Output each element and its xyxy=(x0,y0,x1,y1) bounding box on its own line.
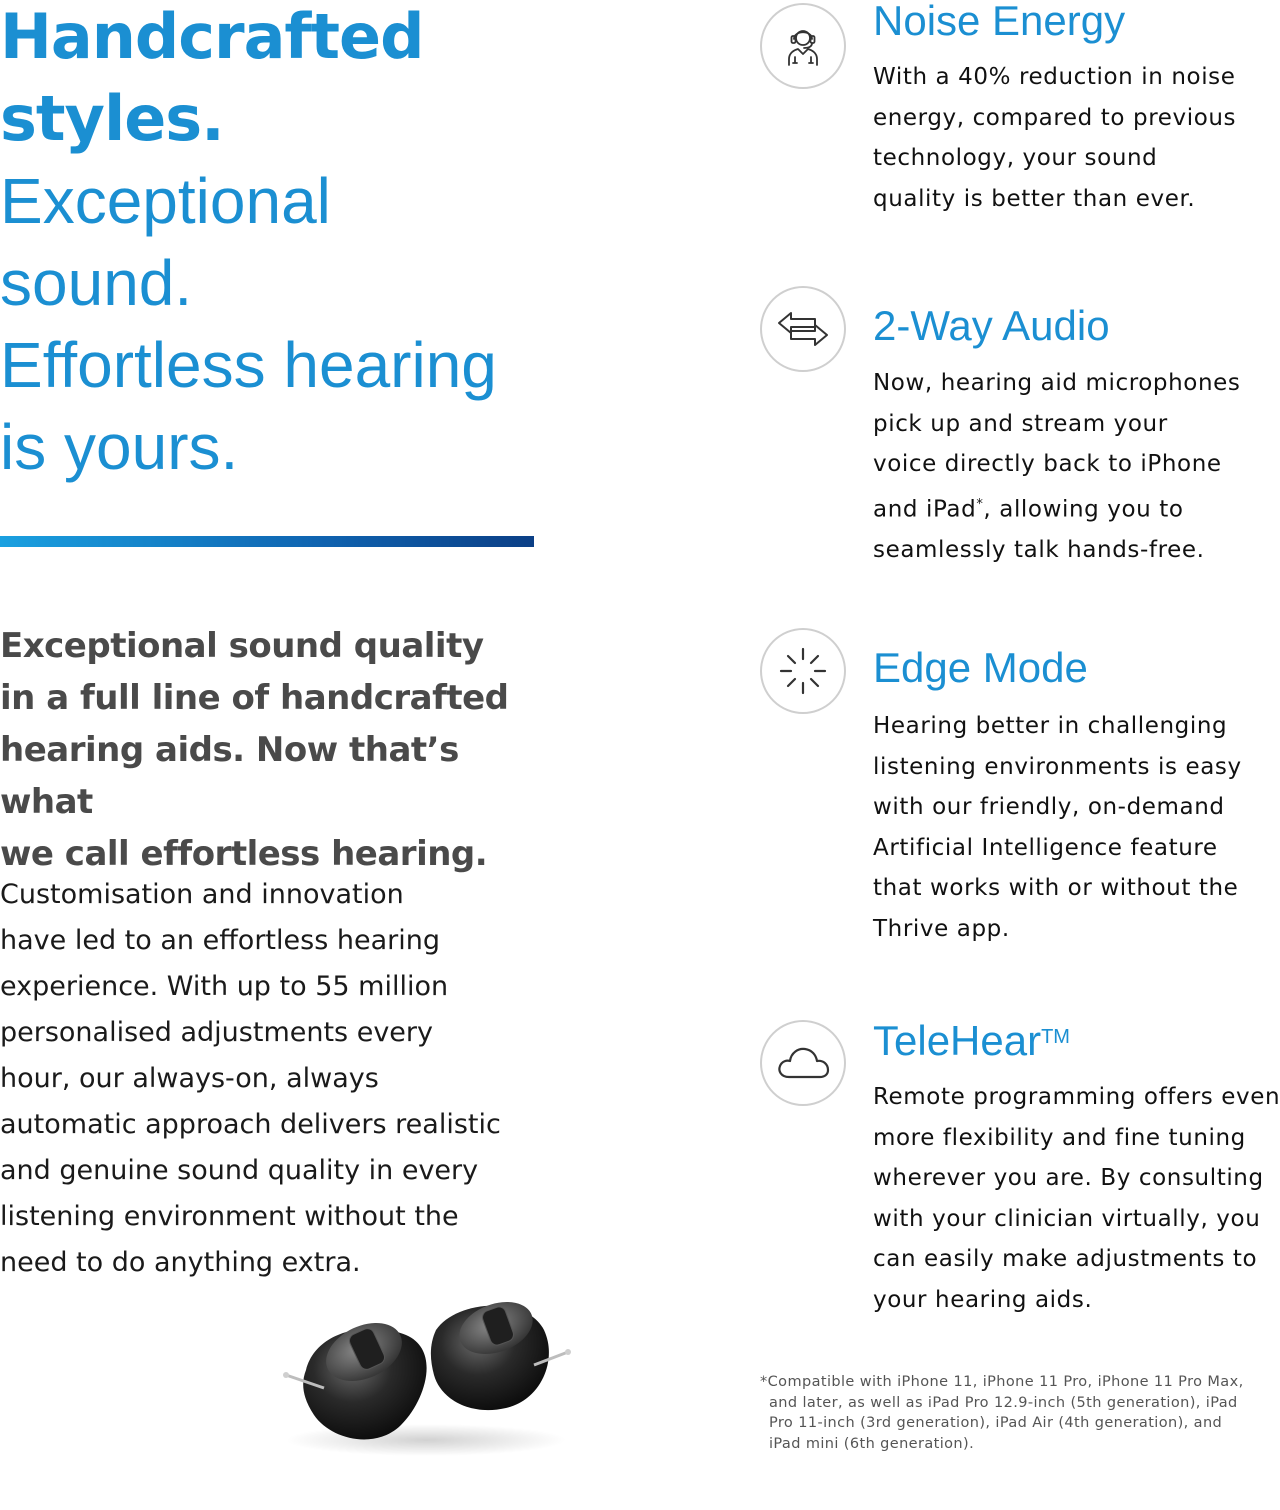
feature-line: Now, hearing aid microphones xyxy=(873,370,1241,396)
lead-line: we call effortless hearing. xyxy=(0,834,488,874)
feature-title xyxy=(873,1017,1070,1065)
feature-line: Artificial Intelligence feature xyxy=(873,834,1218,861)
feature-title: Noise Energy xyxy=(873,0,1126,44)
body-line: Customisation and innovation xyxy=(0,879,404,910)
headline-line: Handcrafted xyxy=(0,0,424,73)
feature-line: with our friendly, on-demand xyxy=(873,794,1225,821)
body-line: have led to an effortless hearing xyxy=(0,925,440,956)
feature-line: wherever you are. By consulting xyxy=(873,1165,1264,1192)
feature-line: voice directly back to iPhone xyxy=(873,451,1222,478)
feature-line: Remote programming offers even xyxy=(873,1084,1280,1110)
footnote-line: *Compatible with iPhone 11, iPhone 11 Pro, iPhone 11 Pro Max, xyxy=(760,1374,1244,1390)
feature-line: quality is better than ever. xyxy=(873,185,1196,212)
headline-line: styles. xyxy=(0,82,224,155)
lead-paragraph xyxy=(0,620,560,880)
feature-description xyxy=(873,1077,1280,1321)
feature-line-text: , allowing you to xyxy=(983,496,1184,523)
feature-description xyxy=(873,706,1280,950)
lead-line: hearing aids. Now that’s what xyxy=(0,730,459,822)
body-line: automatic approach delivers realistic xyxy=(0,1109,501,1140)
compatibility-footnote xyxy=(760,1372,1260,1454)
feature-line: With a 40% reduction in noise xyxy=(873,64,1236,90)
feature-line: pick up and stream your xyxy=(873,410,1168,437)
lead-line: Exceptional sound quality xyxy=(0,626,484,666)
feature-line: that works with or without the xyxy=(873,875,1239,902)
trademark-symbol: TM xyxy=(1041,1026,1070,1048)
feature-title: Edge Mode xyxy=(873,644,1088,691)
headline-line: Effortless hearing xyxy=(0,329,497,401)
footnote-line: iPad mini (6th generation). xyxy=(769,1435,975,1452)
burst-icon xyxy=(760,628,846,714)
feature-line: can easily make adjustments to xyxy=(873,1246,1258,1273)
headline-line: sound. xyxy=(0,247,193,319)
feature-description xyxy=(873,57,1280,219)
footnote-line: Pro 11-inch (3rd generation), iPad Air (4th generation), and xyxy=(769,1415,1223,1431)
headline-line: is yours. xyxy=(0,411,239,483)
headline xyxy=(0,0,640,488)
feature-line: energy, compared to previous xyxy=(873,104,1237,131)
body-line: personalised adjustments every xyxy=(0,1017,433,1048)
feature-line: with your clinician virtually, you xyxy=(873,1205,1261,1232)
lead-line: in a full line of handcrafted xyxy=(0,678,509,718)
footnote-line: and later, as well as iPad Pro 12.9-inch (5th generation), iPad xyxy=(769,1394,1238,1411)
body-line: and genuine sound quality in every xyxy=(0,1155,479,1186)
feature-line: Thrive app. xyxy=(873,915,1010,942)
body-line: hour, our always-on, always xyxy=(0,1063,379,1094)
feature-line: listening environments is easy xyxy=(873,753,1242,780)
body-line: listening environment without the xyxy=(0,1201,459,1232)
feature-line-text: and iPad xyxy=(873,496,977,523)
feature-line: Hearing better in challenging xyxy=(873,713,1228,739)
headline-line: Exceptional xyxy=(0,165,331,237)
left-hearing-aid xyxy=(283,1312,427,1440)
hearing-aids-image xyxy=(276,1290,576,1460)
gradient-divider xyxy=(0,536,534,547)
feature-line xyxy=(873,485,1280,530)
feature-line: your hearing aids. xyxy=(873,1286,1093,1313)
feature-line: more flexibility and fine tuning xyxy=(873,1124,1246,1151)
body-line: need to do anything extra. xyxy=(0,1247,361,1278)
cloud-icon xyxy=(760,1020,846,1106)
person-headset-icon xyxy=(760,3,846,89)
feature-line: technology, your sound xyxy=(873,145,1158,172)
two-way-arrows-icon xyxy=(760,286,846,372)
feature-title-text: TeleHear xyxy=(873,1017,1042,1064)
body-line: experience. With up to 55 million xyxy=(0,971,449,1002)
feature-line: seamlessly talk hands-free. xyxy=(873,537,1205,564)
feature-title: 2-Way Audio xyxy=(873,302,1110,349)
footnote-marker: * xyxy=(976,496,984,512)
body-paragraph xyxy=(0,872,540,1286)
right-hearing-aid xyxy=(431,1292,571,1410)
feature-description xyxy=(873,363,1280,571)
